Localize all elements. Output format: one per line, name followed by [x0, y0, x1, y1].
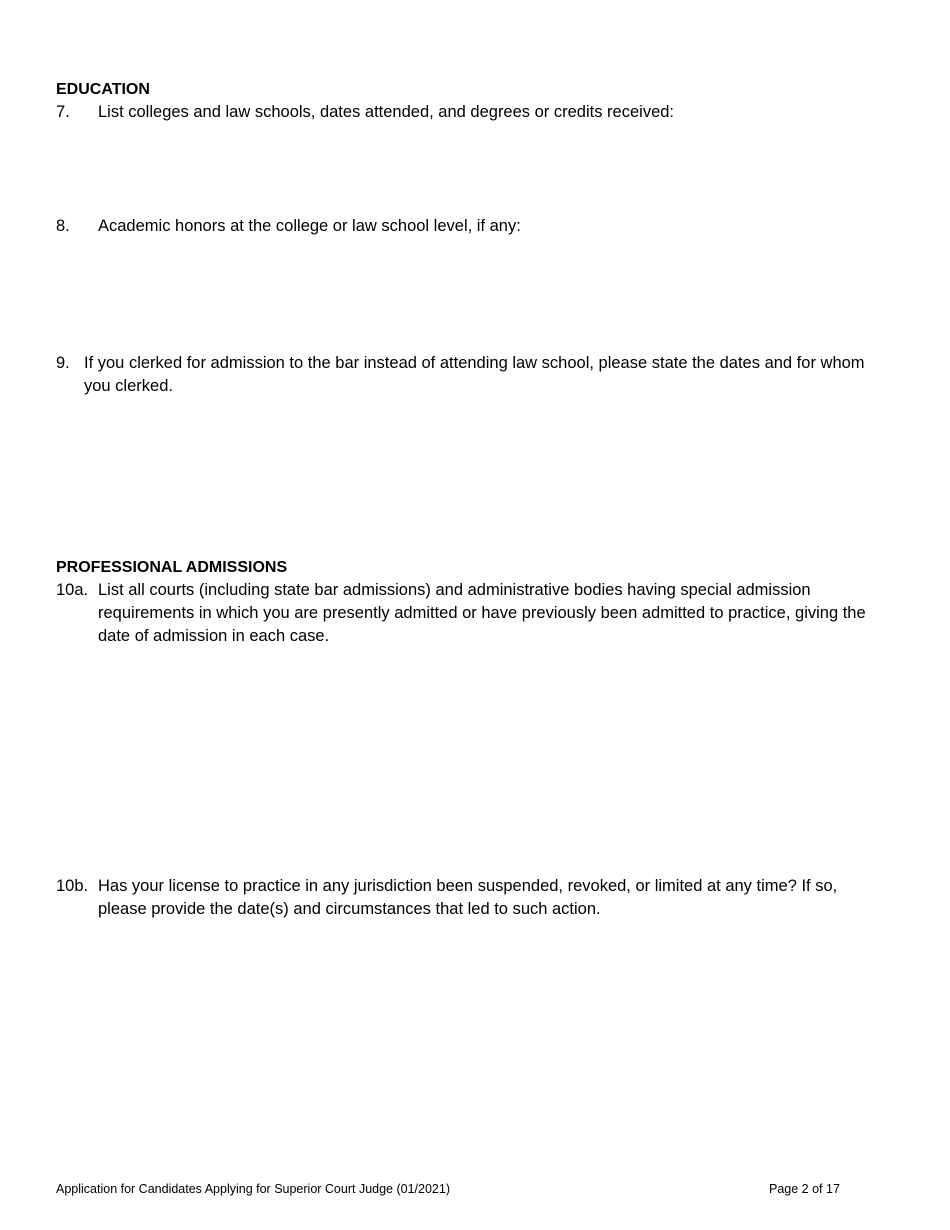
question-8 — [56, 215, 886, 238]
question-7 — [56, 101, 886, 124]
footer-document-title: Application for Candidates Applying for Superior Court Judge (01/2021) — [56, 1182, 450, 1196]
question-text: List colleges and law schools, dates attended, and degrees or credits received: — [98, 103, 675, 121]
question-text: If you clerked for admission to the bar instead of attending law school, please state the dates and for whom you clerked. — [84, 354, 865, 395]
question-number: 10a. — [56, 581, 89, 599]
question-text: Academic honors at the college or law school level, if any: — [98, 217, 521, 235]
question-10a — [56, 579, 886, 648]
question-number: 8. — [56, 217, 70, 235]
question-text: List all courts (including state bar admissions) and administrative bodies having special admission requirements in which you are presently admitted or have previously been admitted to practice, giving the date of admission in each case. — [98, 581, 866, 645]
question-number: 10b. — [56, 877, 89, 895]
footer-page-number: Page 2 of 17 — [769, 1182, 840, 1196]
question-number: 7. — [56, 103, 70, 121]
question-9 — [56, 352, 876, 398]
section-heading-education: EDUCATION — [56, 81, 150, 98]
section-heading-professional-admissions: PROFESSIONAL ADMISSIONS — [56, 559, 288, 576]
question-10b — [56, 875, 886, 921]
question-text: Has your license to practice in any jurisdiction been suspended, revoked, or limited at any time? If so, please provide the date(s) and circumstances that led to such action. — [98, 877, 838, 918]
question-number: 9. — [56, 354, 70, 372]
